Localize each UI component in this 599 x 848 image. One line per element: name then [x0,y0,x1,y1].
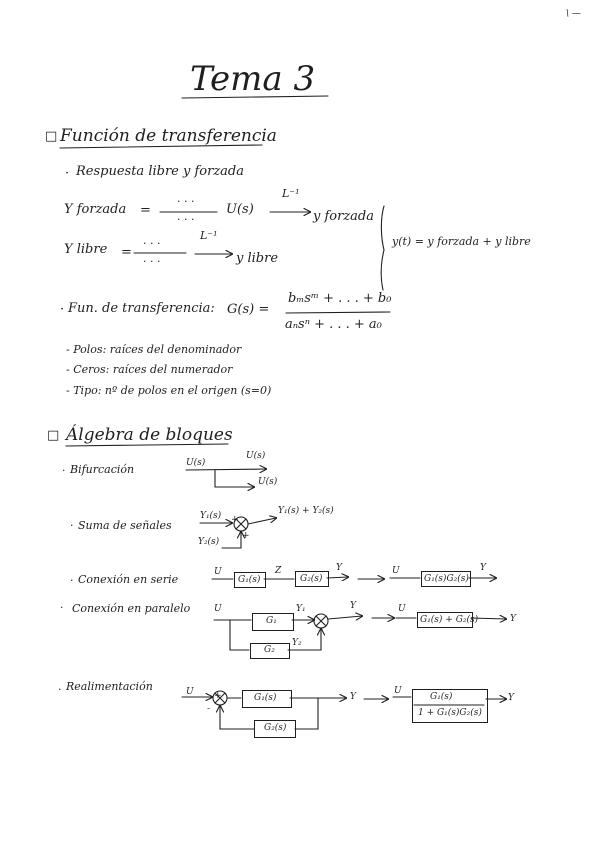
bif-main-line [186,469,266,470]
item-fun-transferencia-label: Fun. de transferencia: [68,301,215,316]
suma-plus2: + [242,531,250,541]
sum-equation: y(t) = y forzada + y libre [392,235,531,248]
heading2-underline [66,444,228,446]
frac-numerator: · · · [177,195,195,208]
checkbox-icon-2: □ [47,428,60,443]
laplace-inverse-label-2: L⁻¹ [200,229,218,242]
section-heading-transfer-function: Función de transferencia [60,126,277,146]
bullet-icon-6: · [60,601,64,614]
tf-numerator: bₘsᵐ + . . . + b₀ [288,291,392,306]
par-g1-label: G₁ [266,616,277,626]
suma-in2-label: Y₂(s) [198,537,220,547]
serie-line-3 [327,577,348,578]
tf-denominator: aₙsⁿ + . . . + a₀ [285,317,382,332]
bullet-icon: · [65,166,70,181]
par-out-line [328,616,362,619]
serie-g1-label: G₁(s) [238,575,261,585]
real-g1-label: G₁(s) [254,693,277,703]
u-of-s: U(s) [226,202,254,217]
par-g2-label: G₂ [264,645,275,655]
bif-branch-line [215,470,254,487]
bif-out1-label: U(s) [246,451,266,461]
bullet-icon-5: · [70,574,74,587]
serie-g2-label: G₂(s) [300,574,323,584]
real-feedback-to-sum [220,706,254,729]
tf-frac-bar [286,312,390,313]
bif-in-label: U(s) [186,458,206,468]
par-u2-label: U [398,604,406,614]
checkbox-icon: □ [45,129,58,144]
title-underline [182,96,328,98]
g-of-s: G(s) = [227,302,270,317]
bif-out2-label: U(s) [258,477,278,487]
section-heading-block-algebra: Álgebra de bloques [66,425,233,445]
suma-out-line [248,518,276,524]
page-title: Tema 3 [190,59,316,99]
real-yout-label: Y [508,693,514,703]
real-minus: - [207,704,211,714]
suma-label: Suma de señales [78,519,172,532]
par-branch-down [230,620,249,650]
par-y1-label: Y₁ [296,604,306,614]
item-respuesta-label: Respuesta libre y forzada [76,164,244,179]
corner-mark: \ — [566,9,581,19]
paralelo-label: Conexión en paralelo [72,602,191,615]
suma-in1-label: Y₁(s) [200,511,222,521]
realimentacion-label: Realimentación [66,680,153,693]
par-gsum-label: G₁(s) + G₂(s) [420,615,479,625]
par-y-label: Y [350,601,356,611]
equals-sign-2: = [121,245,132,260]
bifurcacion-label: Bifurcación [70,463,135,476]
bullet-icon-7: · [58,683,62,696]
real-plus: + [214,691,222,701]
heading1-underline [60,145,262,148]
equals-sign: = [140,203,151,218]
sum-cross-1 [236,519,246,529]
par-yout-label: Y [510,614,516,624]
serie-u2-label: U [392,566,400,576]
serie-u-label: U [214,567,222,577]
note-ceros: - Ceros: raíces del numerador [66,363,233,376]
serie-label: Conexión en serie [78,573,179,586]
par-y2-label: Y₂ [292,638,302,648]
suma-plus1: + [231,515,239,525]
frac-denominator-2: · · · [143,255,161,268]
bullet-icon-2: · [60,302,65,317]
note-polos: - Polos: raíces del denominador [66,343,242,356]
serie-g12-label: G₁(s)G₂(s) [424,574,469,584]
serie-y-label: Y [336,563,342,573]
real-y-label: Y [350,692,356,702]
note-tipo: - Tipo: nº de polos en el origen (s=0) [66,384,272,397]
suma-in2-line [222,532,241,548]
real-num-label: G₁(s) [430,692,453,702]
real-den-label: 1 + G₁(s)G₂(s) [418,708,482,718]
par-line-5 [471,618,506,619]
bullet-icon-4: · [70,519,74,532]
y-forzada-rhs: y forzada [313,209,375,224]
brace [381,206,384,290]
serie-y2-label: Y [480,563,486,573]
par-g2-out [288,629,321,650]
par-u-label: U [214,604,222,614]
frac-denominator: · · · [177,213,195,226]
real-feedback-to-g2 [295,698,318,729]
bullet-icon-3: · [62,464,66,477]
laplace-inverse-label: L⁻¹ [282,187,300,200]
real-g2-label: G₂(s) [264,723,287,733]
real-u2-label: U [394,686,402,696]
y-libre-rhs: y libre [236,251,279,266]
suma-out-label: Y₁(s) + Y₂(s) [278,506,334,516]
y-forzada-lhs: Y forzada [64,202,127,217]
serie-z-label: Z [275,566,282,576]
y-libre-lhs: Y libre [64,242,108,257]
frac-numerator-2: · · · [143,237,161,250]
real-u-label: U [186,687,194,697]
sum-cross-3 [215,693,225,703]
sum-cross-2 [316,616,326,626]
